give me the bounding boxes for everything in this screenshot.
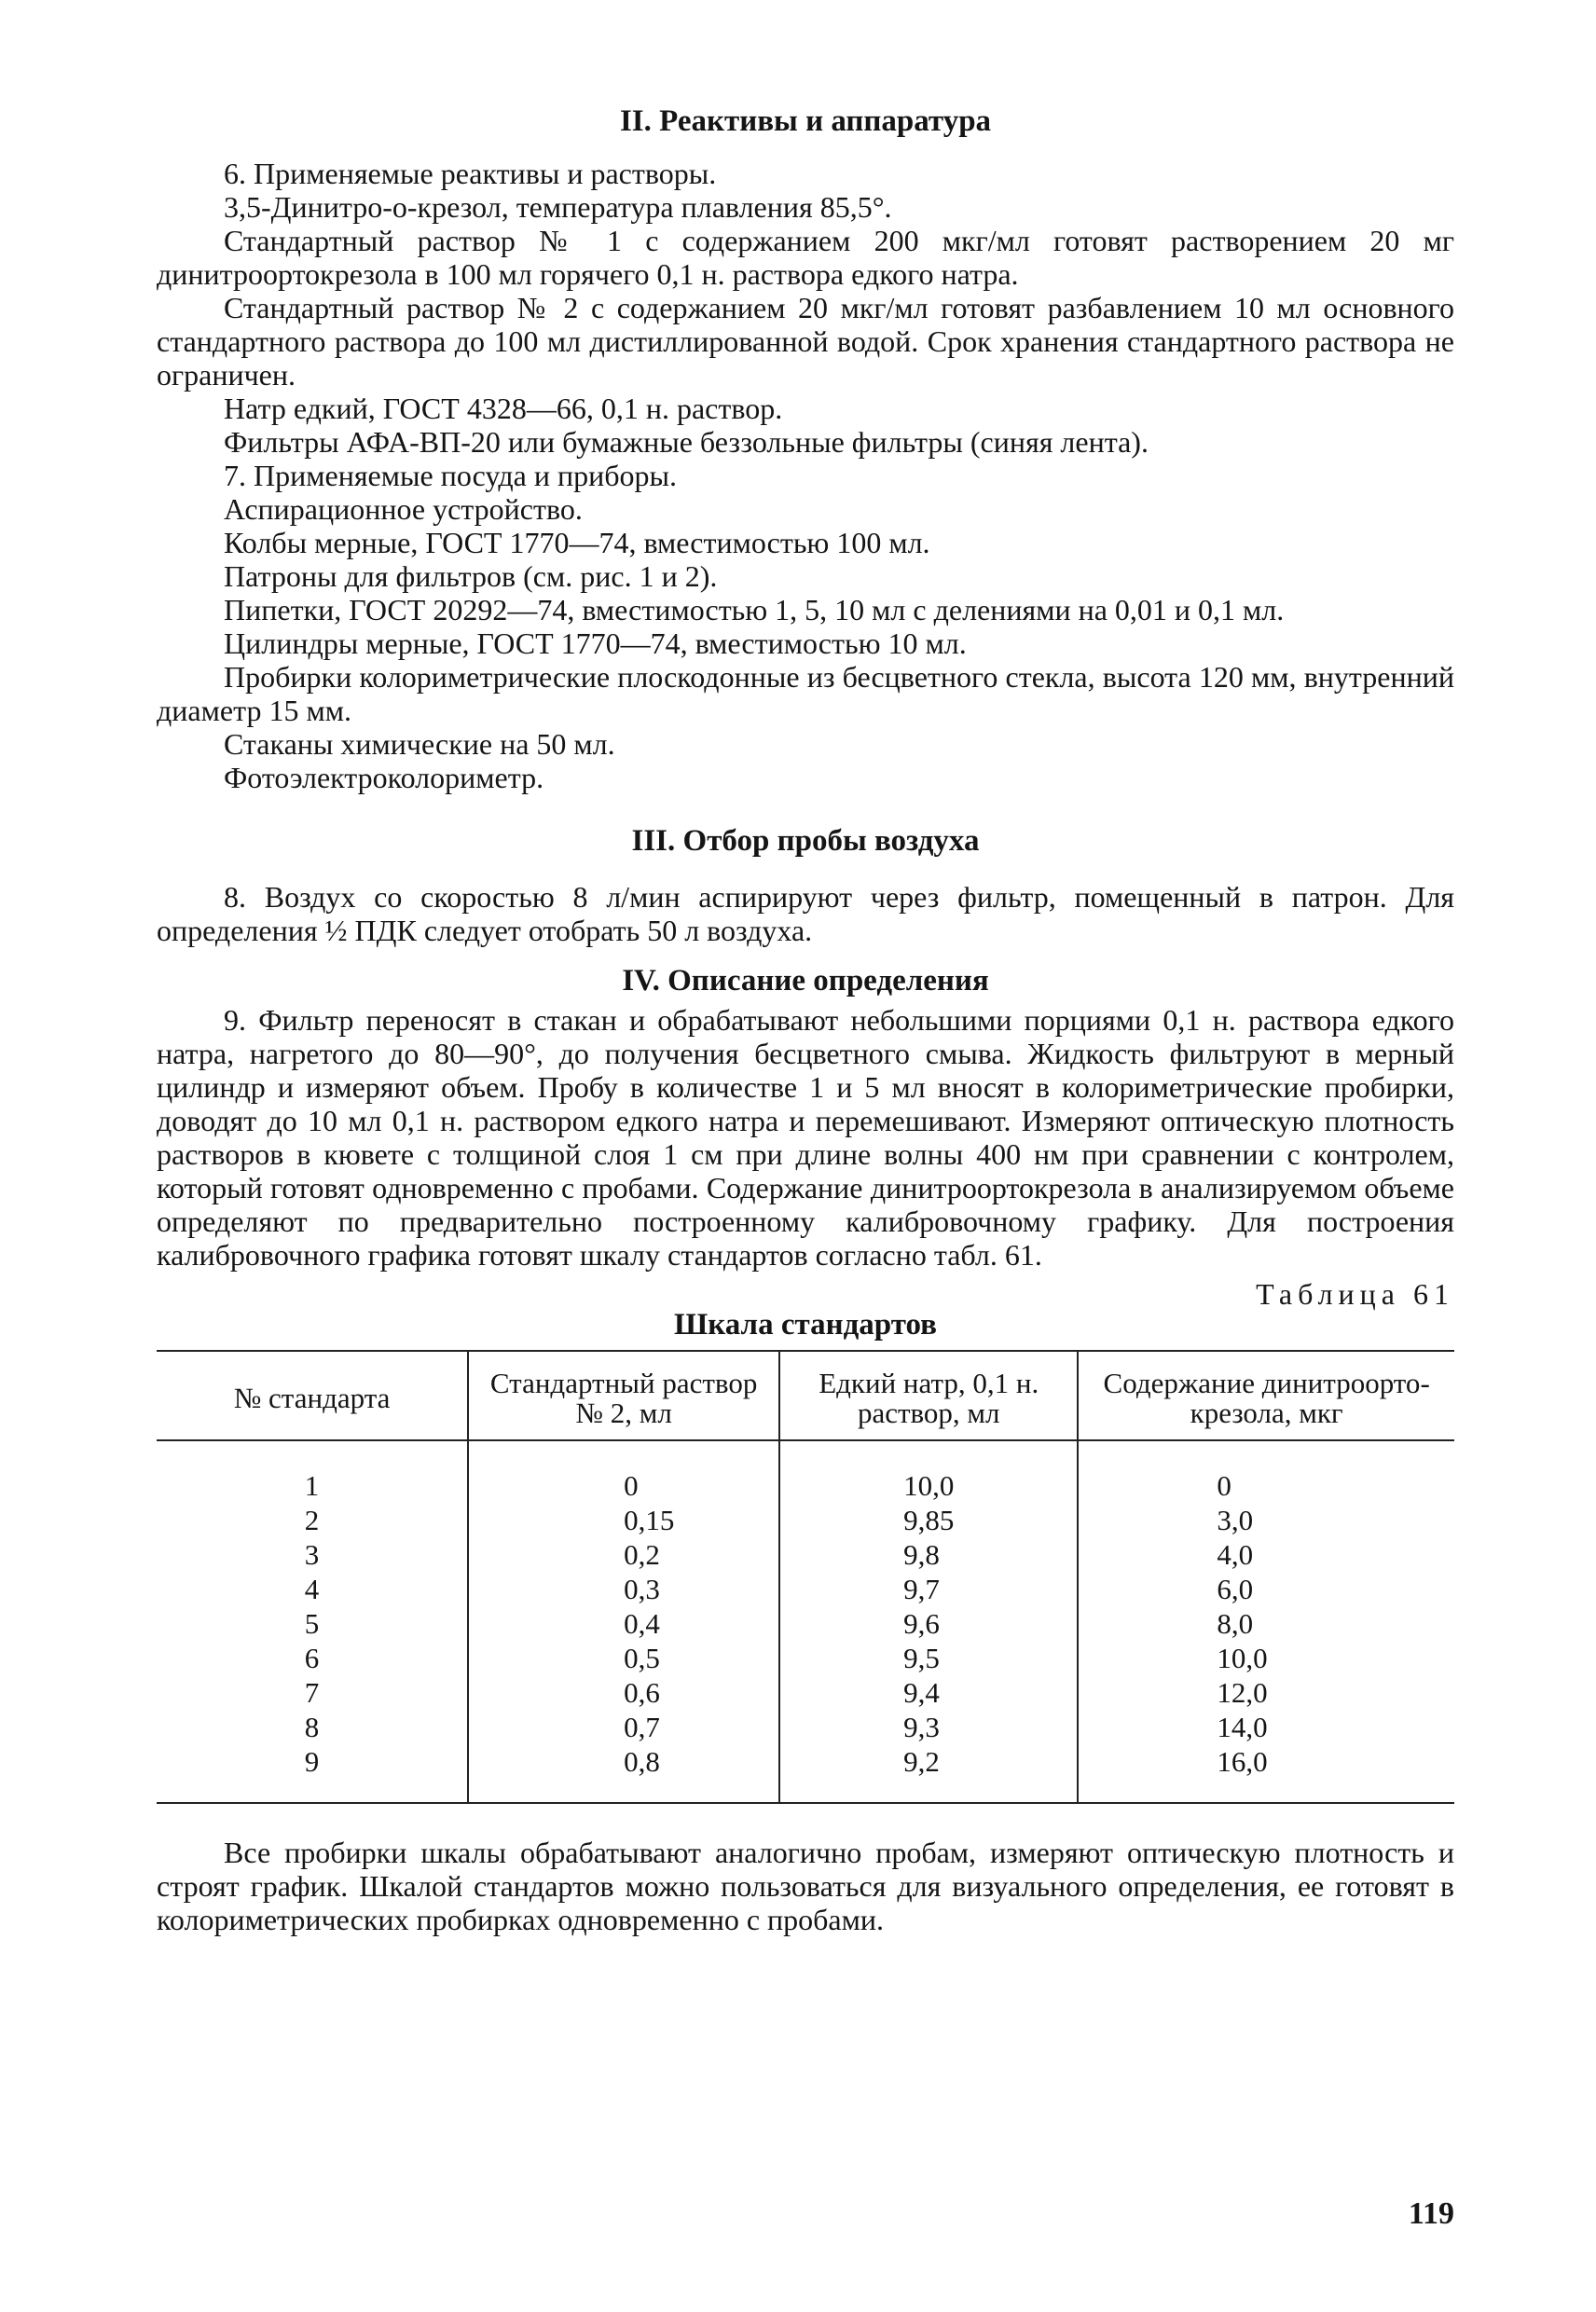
cell-naoh: 9,3 [779,1710,1078,1744]
cell-solution: 0,4 [468,1606,779,1641]
paragraph: 8. Воздух со скоростью 8 л/мин аспирируют через фильтр, помещенный в патрон. Для определения ½ ПДК следует отобрать 50 л воздуха. [157,880,1454,947]
paragraph: Пипетки, ГОСТ 20292—74, вместимостью 1, 5, 10 мл с делениями на 0,01 и 0,1 мл. [224,593,1285,626]
text-line: Стаканы химические на 50 мл. [224,727,615,761]
cell-naoh: 9,7 [779,1572,1078,1606]
cell-content: 10,0 [1078,1641,1454,1675]
text-line: Фотоэлектроколориметр. [224,761,544,794]
table-label: Таблица 61 [1256,1277,1454,1311]
text-line: Патроны для фильтров (см. рис. 1 и 2). [224,559,718,593]
closing-paragraph: Все пробирки шкалы обрабатывают аналогично пробам, измеряют оптическую плотность и строят график. Шкалой стандартов можно пользоваться для визуального определения, ее готовят в колориметрических пробирках одновременно с пробами. [157,1836,1454,1936]
page-number: 119 [1408,2196,1454,2231]
text-line: Фильтры АФА-ВП-20 или бумажные беззольные фильтры (синяя лента). [224,425,1149,459]
paragraph: Стандартный раствор № 1 с содержанием 200 мкг/мл готовят растворением 20 мг динитроортокрезола в 100 мл горячего 0,1 н. раствора едкого натра. [157,224,1454,291]
cell-solution: 0,6 [468,1675,779,1710]
text-line: Цилиндры мерные, ГОСТ 1770—74, вместимостью 10 мл. [224,626,967,660]
table-row [157,1675,1454,1710]
text-line: Аспирационное устройство. [224,492,583,526]
text-line: 3,5-Динитро-о-крезол, температура плавления 85,5°. [224,190,892,224]
table-row [157,1572,1454,1606]
cell-number: 2 [304,1504,320,1536]
paragraph: Пробирки колориметрические плоскодонные из бесцветного стекла, высота 120 мм, внутренний диаметр 15 мм. [157,660,1454,727]
cell-content: 6,0 [1078,1572,1454,1606]
cell-number: 8 [304,1711,320,1743]
cell-number: 5 [304,1607,320,1640]
table-row [157,1440,1454,1503]
table-row [157,1710,1454,1744]
cell-number: 7 [304,1676,320,1709]
cell-number: 6 [304,1642,320,1674]
cell-naoh: 9,8 [779,1537,1078,1572]
paragraph: 9. Фильтр переносят в стакан и обрабатывают небольшими порциями 0,1 н. раствора едкого натра, нагретого до 80—90°, до получения бесцветного смыва. Жидкость фильтруют в мерный цилиндр и измеряют объем. Пробу в количестве 1 и 5 мл вносят в колориметрические пробирки, доводят до 10 мл 0,1 н. раствором едкого натра и перемешивают. Измеряют оптическую плотность растворов в кювете с толщиной слоя 1 см при длине волны 400 нм при сравнении с контролем, который готовят одновременно с пробами. Содержание динитроортокрезола в анализируемом объеме определяют по предварительно построенному калибровочному графику. Для построения калибровочного графика готовят шкалу стандартов согласно табл. 61. [157,1003,1454,1272]
cell-naoh: 9,2 [779,1744,1078,1803]
cell-content: 14,0 [1078,1710,1454,1744]
table-row [157,1537,1454,1572]
cell-number: 4 [304,1573,320,1605]
text-line: Натр едкий, ГОСТ 4328—66, 0,1 н. раствор. [224,392,783,425]
cell-content: 12,0 [1078,1675,1454,1710]
text-line: 7. Применяемые посуда и приборы. [224,459,678,492]
cell-naoh: 10,0 [779,1440,1078,1503]
cell-number: 3 [304,1538,320,1571]
header-standard-number: № стандарта [157,1351,468,1440]
section-heading: IV. Описание определения [622,964,989,998]
cell-content: 4,0 [1078,1537,1454,1572]
cell-solution: 0,7 [468,1710,779,1744]
cell-content: 16,0 [1078,1744,1454,1803]
header-sodium-hydroxide: Едкий натр, 0,1 н. раствор, мл [779,1351,1078,1440]
cell-content: 0 [1078,1440,1454,1503]
page-body [157,103,1454,1936]
paragraph: Стандартный раствор № 2 с содержанием 20 мкг/мл готовят разбавлением 10 мл основного стандартного раствора до 100 мл дистиллированной водой. Срок хранения стандартного раствора не ограничен. [157,291,1454,392]
cell-solution: 0,5 [468,1641,779,1675]
header-content: Содержание динитроортокрезола, мкг [1078,1351,1454,1440]
text-line: 6. Применяемые реактивы и растворы. [224,157,717,190]
cell-solution: 0,8 [468,1744,779,1803]
cell-naoh: 9,6 [779,1606,1078,1641]
cell-number: 1 [304,1469,320,1502]
cell-number: 9 [304,1745,320,1778]
table-row [157,1503,1454,1537]
cell-naoh: 9,5 [779,1641,1078,1675]
header-standard-solution: Стандартный раствор № 2, мл [468,1351,779,1440]
table-header-row [157,1351,1454,1440]
table-row [157,1641,1454,1675]
table-row [157,1744,1454,1803]
section-heading: II. Реактивы и аппаратура [619,104,992,138]
cell-naoh: 9,4 [779,1675,1078,1710]
cell-solution: 0 [468,1440,779,1503]
cell-content: 3,0 [1078,1503,1454,1537]
cell-content: 8,0 [1078,1606,1454,1641]
cell-naoh: 9,85 [779,1503,1078,1537]
text-line: Колбы мерные, ГОСТ 1770—74, вместимостью 100 мл. [224,526,930,559]
cell-solution: 0,3 [468,1572,779,1606]
standards-table [157,1350,1454,1804]
table-caption: Шкала стандартов [674,1308,937,1342]
section-heading: III. Отбор пробы воздуха [631,824,980,858]
cell-solution: 0,2 [468,1537,779,1572]
cell-solution: 0,15 [468,1503,779,1537]
table-row [157,1606,1454,1641]
